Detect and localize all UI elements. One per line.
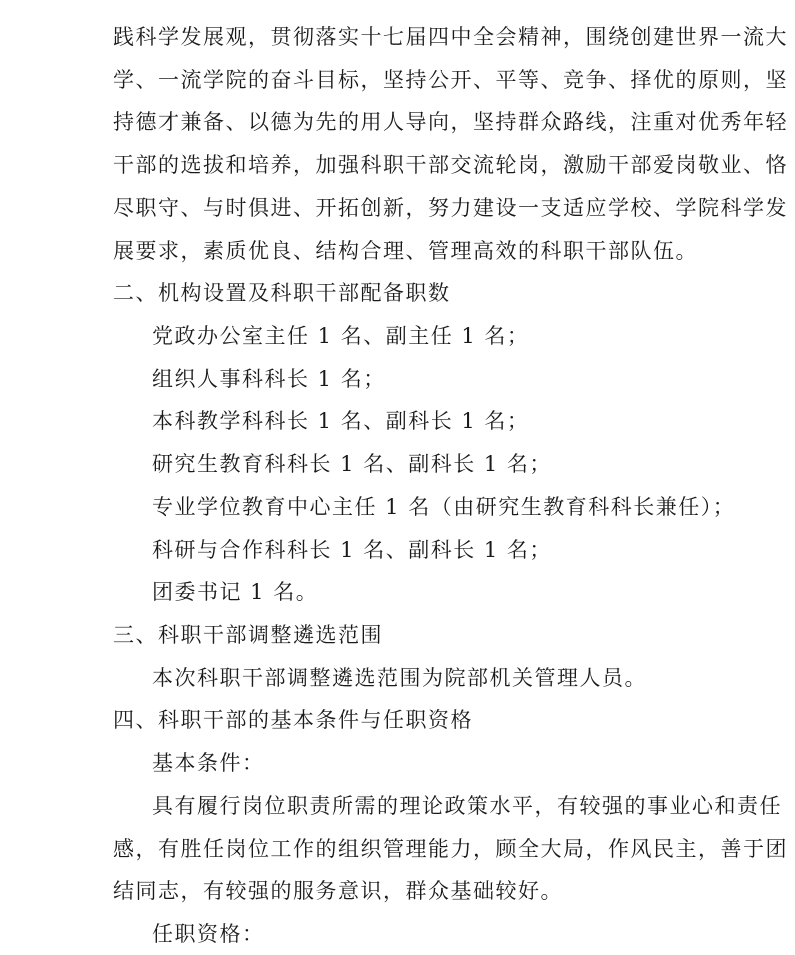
paragraph-line: 感，有胜任岗位工作的组织管理能力，顾全大局，作风民主，善于团 [113, 837, 788, 861]
paragraph-line: 尽职守、与时俱进、开拓创新，努力建设一支适应学校、学院科学发 [113, 196, 788, 220]
paragraph-line: 干部的选拔和培养，加强科职干部交流轮岗，激励干部爱岗敬业、恪 [113, 153, 788, 177]
paragraph-line: 学、一流学院的奋斗目标，坚持公开、平等、竞争、择优的原则，坚 [113, 68, 788, 92]
paragraph-line: 践科学发展观，贯彻落实十七届四中全会精神，围绕创建世界一流大 [113, 25, 788, 49]
section-heading: 四、科职干部的基本条件与任职资格 [113, 708, 473, 732]
list-item: 本科教学科科长 1 名、副科长 1 名； [152, 409, 530, 433]
list-item: 团委书记 1 名。 [152, 580, 319, 604]
list-item: 科研与合作科科长 1 名、副科长 1 名； [152, 538, 552, 562]
paragraph-line: 具有履行岗位职责所需的理论政策水平，有较强的事业心和责任 [152, 794, 782, 818]
list-item: 党政办公室主任 1 名、副主任 1 名； [152, 324, 530, 348]
list-item: 专业学位教育中心主任 1 名（由研究生教育科科长兼任）； [152, 495, 736, 519]
list-item: 研究生教育科科长 1 名、副科长 1 名； [152, 452, 552, 476]
paragraph-line: 持德才兼备、以德为先的用人导向，坚持群众路线，注重对优秀年轻 [113, 110, 788, 134]
paragraph-line: 本次科职干部调整遴选范围为院部机关管理人员。 [152, 666, 647, 690]
section-heading: 三、科职干部调整遴选范围 [113, 623, 383, 647]
list-item: 组织人事科科长 1 名； [152, 367, 386, 391]
subsection-label: 任职资格： [152, 922, 265, 946]
section-heading: 二、机构设置及科职干部配备职数 [113, 281, 451, 305]
subsection-label: 基本条件： [152, 751, 265, 775]
paragraph-line: 展要求，素质优良、结构合理、管理高效的科职干部队伍。 [113, 239, 698, 263]
paragraph-line: 结同志，有较强的服务意识，群众基础较好。 [113, 879, 563, 903]
